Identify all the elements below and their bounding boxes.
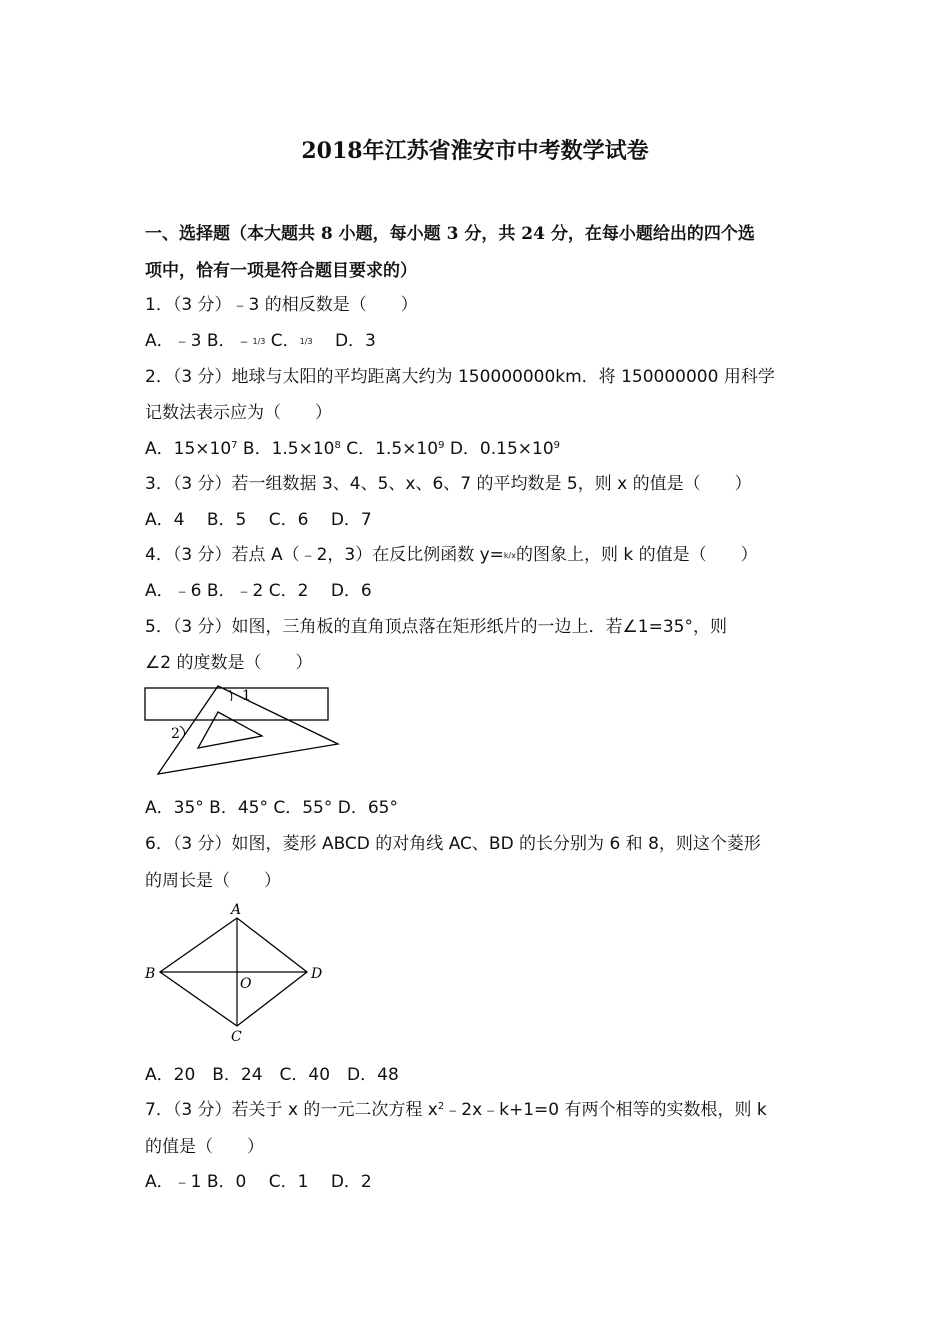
question-6-stem-line1: 6．（3 分）如图，菱形 ABCD 的对角线 AC、BD 的长分别为 6 和 8，则这个菱形 [145,834,761,854]
question-6-stem-line2: 的周长是（ ） [145,871,281,891]
q2-option-a: A．15×10 [145,439,232,459]
q4-fraction: k/x [503,551,516,560]
q2-option-d: D．0.15×10 [444,439,554,459]
triangle-inner [198,712,262,748]
angle-2-label: 2 [171,726,180,742]
question-4-options: A．﹣6 B．﹣2 C．2 D．6 [145,581,372,601]
q2-exp-c: 9 [438,440,445,451]
q2-option-b: B．1.5×10 [237,439,335,459]
q7-exponent: 2 [437,1101,445,1112]
q1-fraction-c: 1/3 [299,337,313,346]
rhombus-figure [140,898,335,1048]
q4-stem-post: 的图象上，则 k 的值是（ ） [515,545,758,565]
q4-stem-pre: 4．（3 分）若点 A（﹣2，3）在反比例函数 y= [145,545,504,565]
question-5-options: A．35° B．45° C．55° D．65° [145,798,398,818]
angle-1-arc [230,690,232,701]
center-o-label: O [240,976,252,992]
question-1-options [145,330,376,353]
section-heading-line1: 一、选择题（本大题共 8 小题，每小题 3 分，共 24 分，在每小题给出的四个选 [145,224,755,244]
section-heading-line2: 项中，恰有一项是符合题目要求的） [145,261,417,281]
question-5-stem-line2: ∠2 的度数是（ ） [145,653,313,673]
question-6-options: A．20 B．24 C．40 D．48 [145,1065,399,1085]
q7-stem-pre: 7．（3 分）若关于 x 的一元二次方程 x [145,1100,438,1120]
q2-exp-a: 7 [231,440,238,451]
question-5-stem-line1: 5．（3 分）如图，三角板的直角顶点落在矩形纸片的一边上．若∠1=35°，则 [145,617,727,637]
angle-2-arc [180,726,185,736]
question-2-options [145,438,560,460]
rectangle-paper [145,688,328,720]
exam-title: 2018年江苏省淮安市中考数学试卷 [301,138,649,164]
q1-option-a: A．﹣3 B．﹣ [145,331,253,351]
q1-option-c: C． [265,331,300,351]
question-4-stem [145,544,758,567]
q2-exp-b: 8 [334,440,341,451]
question-7-options: A．﹣1 B．0 C．1 D．2 [145,1172,372,1192]
question-2-stem-line1: 2．（3 分）地球与太阳的平均距离大约为 150000000km．将 150000000 用科学 [145,367,775,387]
triangle-ruler-figure [140,682,345,782]
question-2-stem-line2: 记数法表示应为（ ） [145,403,332,423]
question-7-stem-line2: 的值是（ ） [145,1137,264,1157]
q2-option-c: C．1.5×10 [340,439,439,459]
question-7-stem-line1 [145,1099,767,1121]
angle-1-label: 1 [242,688,251,704]
q2-exp-d: 9 [553,440,561,451]
q1-option-d: D．3 [312,331,376,351]
q7-stem-post: ﹣2x﹣k+1=0 有两个相等的实数根，则 k [444,1100,767,1120]
vertex-c-label: C [231,1029,242,1045]
question-3-stem: 3．（3 分）若一组数据 3、4、5、x、6、7 的平均数是 5，则 x 的值是（ ） [145,474,752,494]
q1-fraction-b: 1/3 [252,337,266,346]
question-1-stem: 1．（3 分）﹣3 的相反数是（ ） [145,295,418,315]
vertex-b-label: B [145,966,156,982]
vertex-a-label: A [231,902,242,918]
vertex-d-label: D [311,966,323,982]
question-3-options: A．4 B．5 C．6 D．7 [145,510,372,530]
